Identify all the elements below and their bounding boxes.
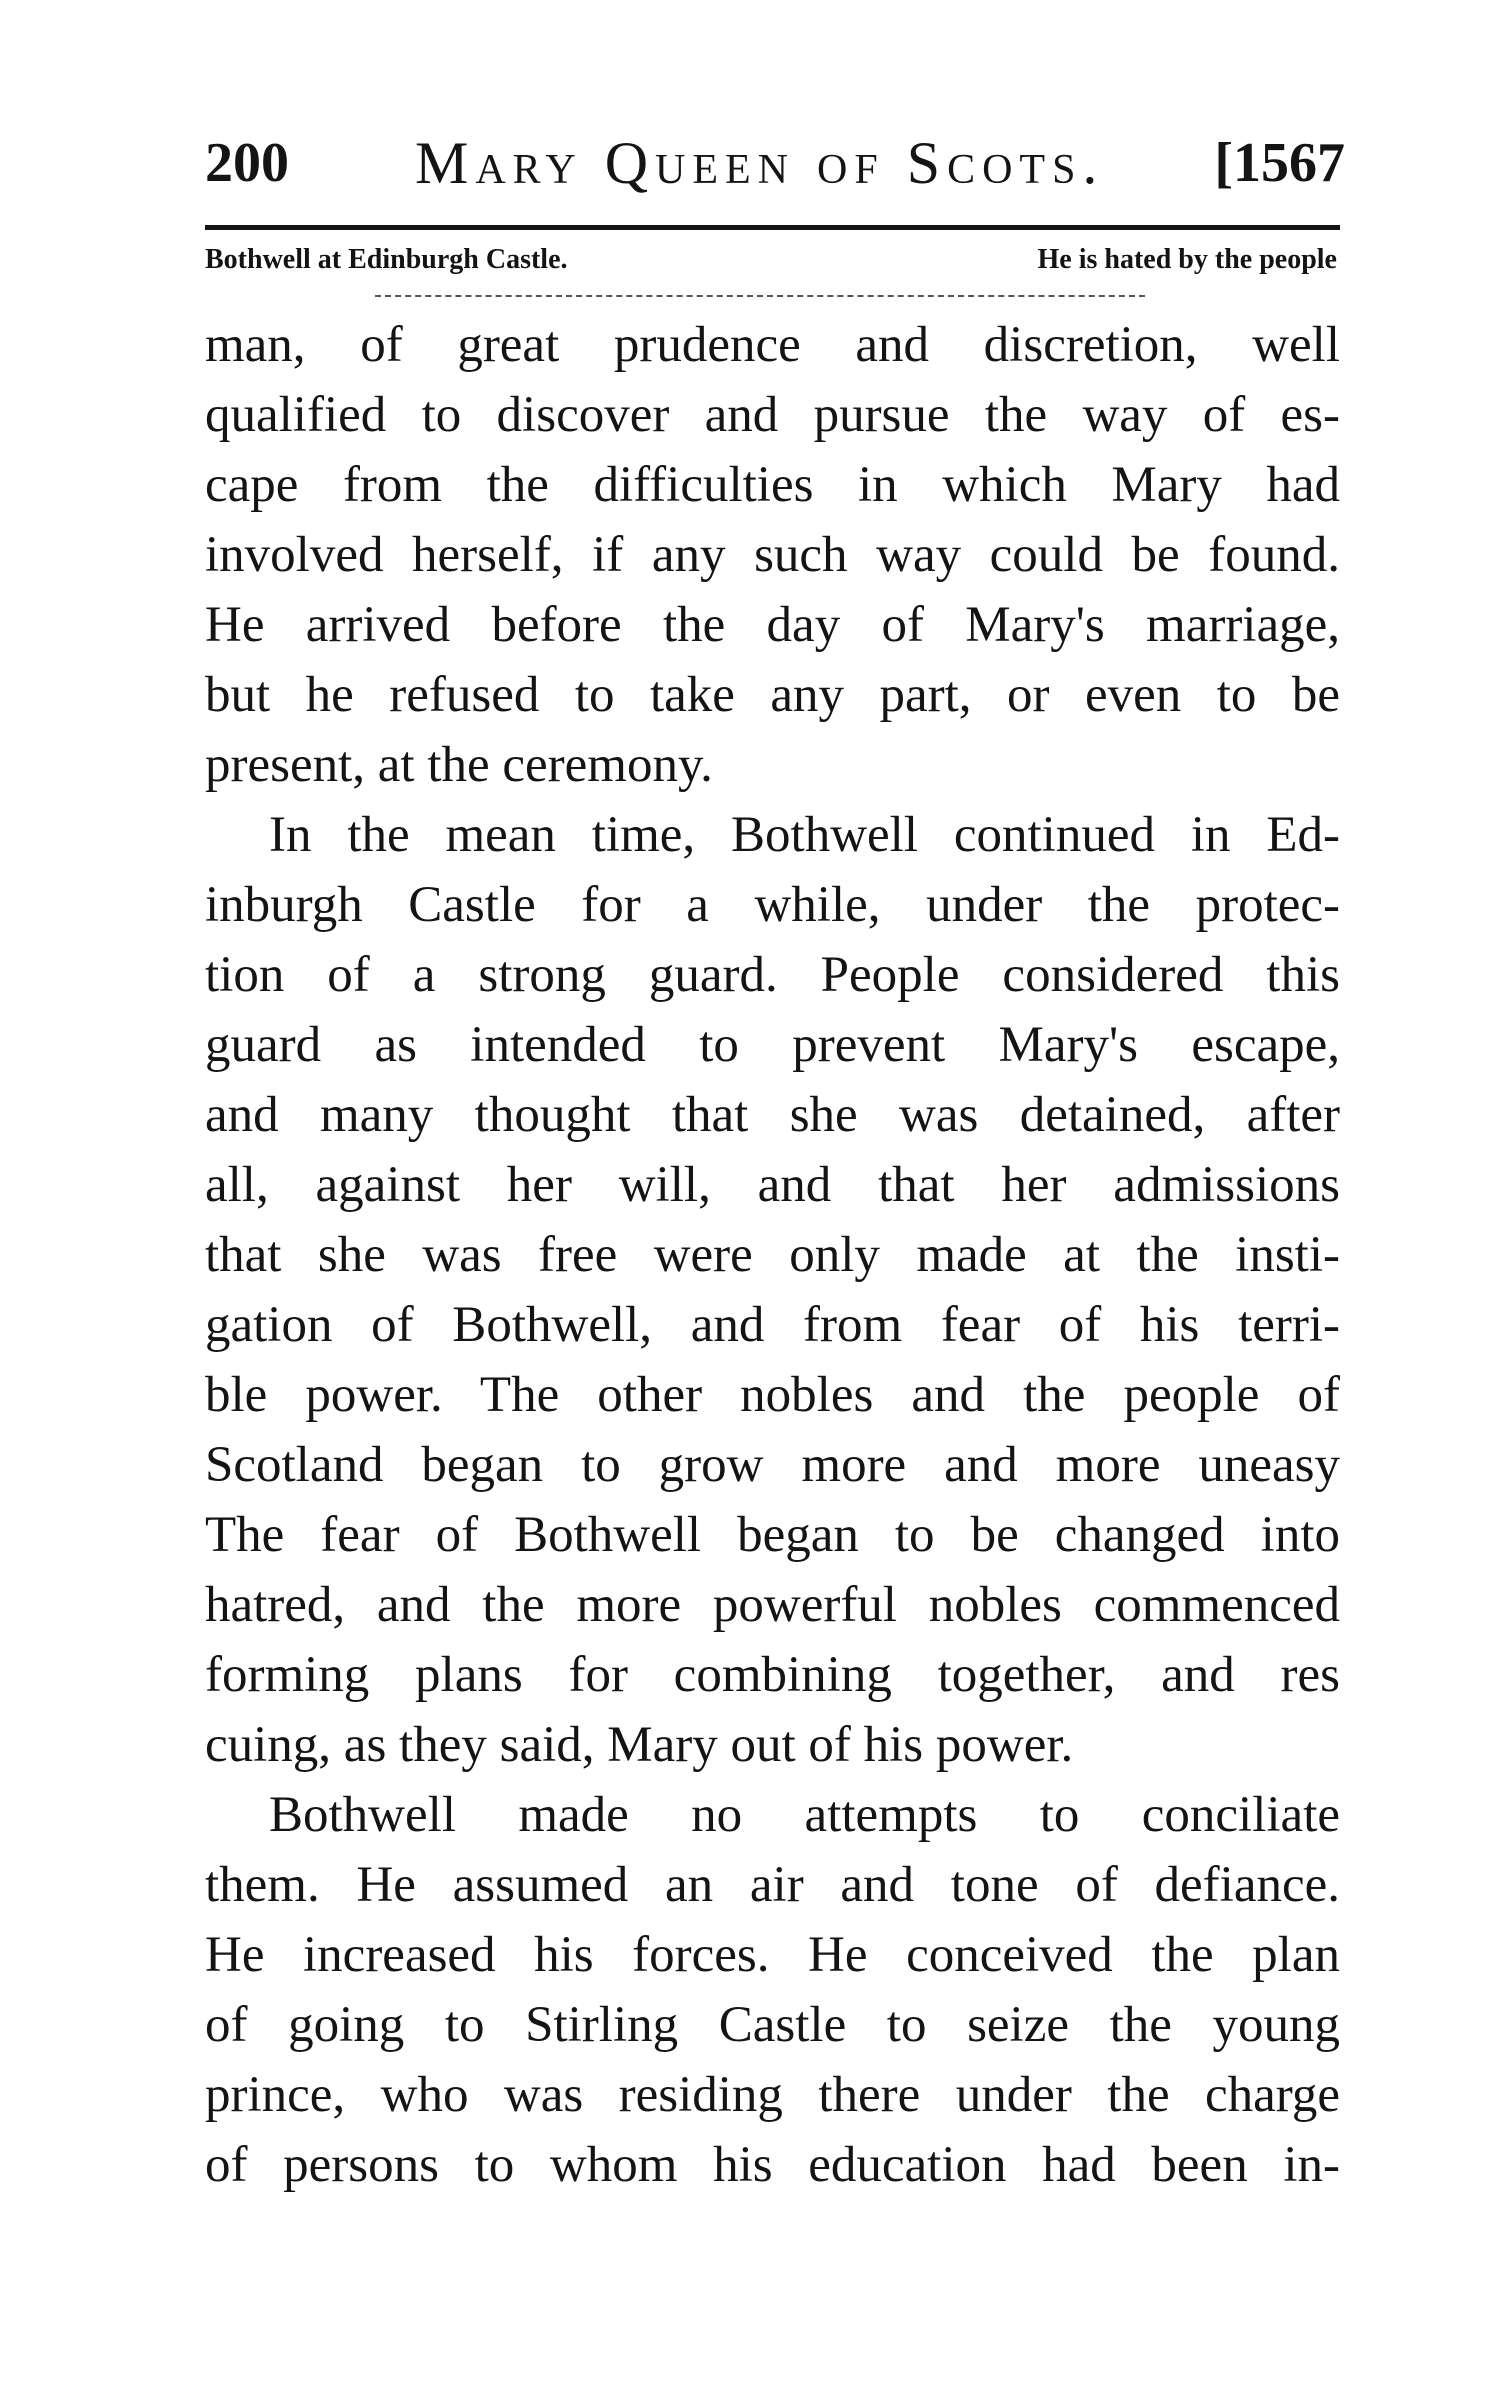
- sidenote-left: Bothwell at Edinburgh Castle.: [205, 244, 568, 275]
- text-line: cuing, as they said, Mary out of his power.: [205, 1717, 1074, 1773]
- page-number: 200: [205, 132, 289, 194]
- text-line: ble power. The other nobles and the people of: [205, 1367, 1340, 1423]
- running-title: Mary Queen of Scots.: [415, 130, 1105, 196]
- text-line: guard as intended to prevent Mary's escape,: [205, 1017, 1340, 1073]
- sidenote-rule: [375, 295, 1145, 297]
- text-line: of persons to whom his education had been in-: [205, 2137, 1340, 2193]
- text-line: man, of great prudence and discretion, well: [205, 317, 1340, 373]
- text-line: He arrived before the day of Mary's marriage,: [205, 597, 1340, 653]
- text-line: present, at the ceremony.: [205, 737, 713, 793]
- text-line: He increased his forces. He conceived the plan: [205, 1927, 1340, 1983]
- text-line: In the mean time, Bothwell continued in Ed-: [269, 807, 1340, 863]
- text-line: involved herself, if any such way could be found.: [205, 527, 1340, 583]
- running-year: [1567: [1214, 132, 1345, 194]
- text-line: and many thought that she was detained, after: [205, 1087, 1340, 1143]
- text-line: tion of a strong guard. People considered this: [205, 947, 1340, 1003]
- text-line: gation of Bothwell, and from fear of his terri-: [205, 1297, 1340, 1353]
- body-text: [205, 310, 1340, 2200]
- text-line: prince, who was residing there under the charge: [205, 2067, 1340, 2123]
- text-line: The fear of Bothwell began to be changed into: [205, 1507, 1340, 1563]
- text-line: hatred, and the more powerful nobles commenced: [205, 1577, 1340, 1633]
- running-head: [205, 118, 1345, 208]
- text-line: but he refused to take any part, or even to be: [205, 667, 1340, 723]
- text-line: all, against her will, and that her admissions: [205, 1157, 1340, 1213]
- text-line: of going to Stirling Castle to seize the young: [205, 1997, 1340, 2053]
- header-rule: [205, 225, 1340, 230]
- sidenote-right: He is hated by the people: [1037, 244, 1337, 275]
- text-line: inburgh Castle for a while, under the protec-: [205, 877, 1340, 933]
- text-line: Scotland began to grow more and more uneasy: [205, 1437, 1340, 1493]
- text-line: them. He assumed an air and tone of defiance.: [205, 1857, 1340, 1913]
- text-line: qualified to discover and pursue the way of es-: [205, 387, 1340, 443]
- text-line: that she was free were only made at the insti-: [205, 1227, 1340, 1283]
- text-line: forming plans for combining together, and res: [205, 1647, 1340, 1703]
- text-line: cape from the difficulties in which Mary had: [205, 457, 1340, 513]
- text-line: Bothwell made no attempts to conciliate: [269, 1787, 1340, 1843]
